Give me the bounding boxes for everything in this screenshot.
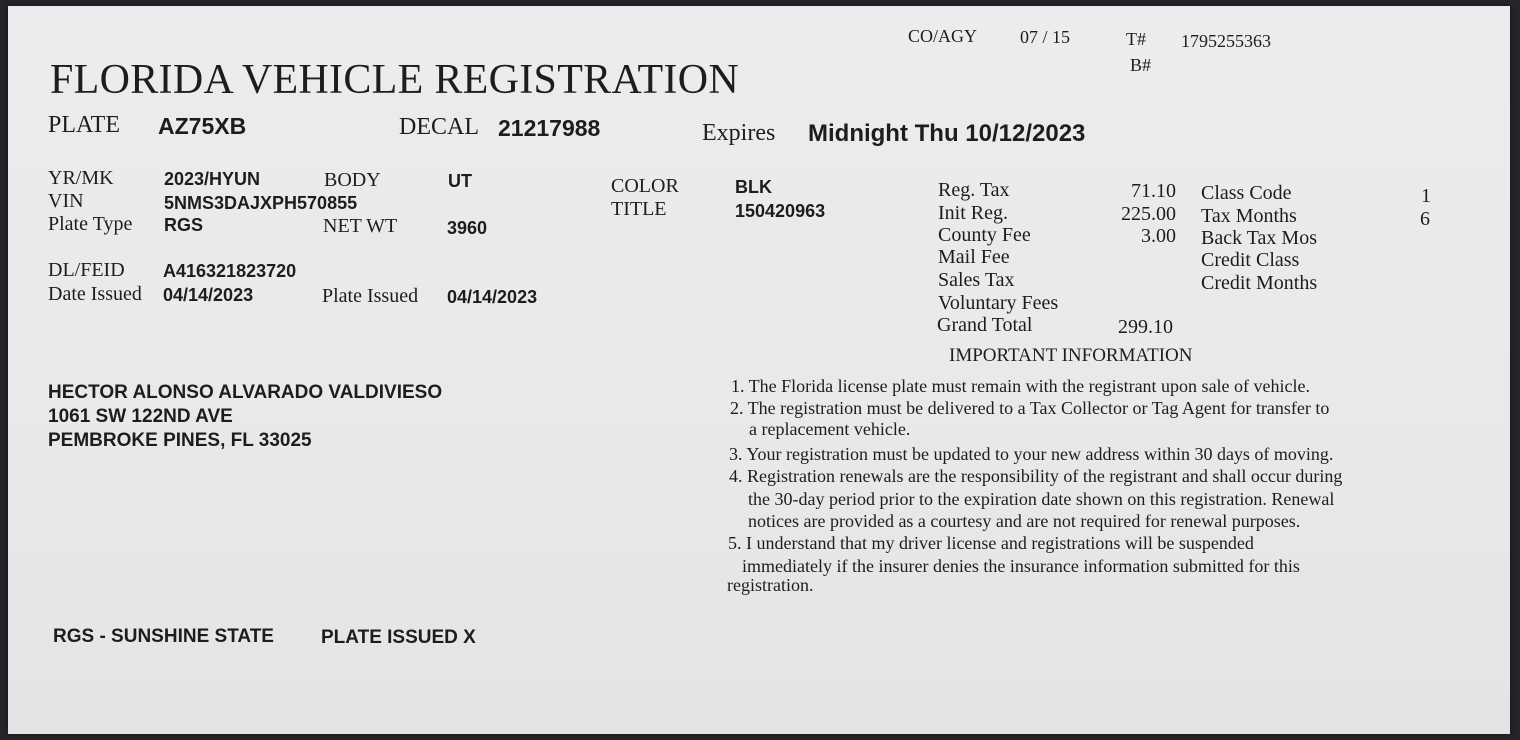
owner-street: 1061 SW 122ND AVE (48, 406, 233, 427)
plate-design: RGS - SUNSHINE STATE (53, 626, 274, 647)
title-label: TITLE (611, 198, 667, 220)
owner-name: HECTOR ALONSO ALVARADO VALDIVIESO (48, 382, 443, 403)
color-label: COLOR (611, 175, 679, 197)
important-heading: IMPORTANT INFORMATION (949, 345, 1193, 366)
vin-value: 5NMS3DAJXPH570855 (164, 193, 358, 213)
net-wt-label: NET WT (323, 215, 398, 237)
important-item-1: 1. The Florida license plate must remain with the registrant upon sale of vehicle. (731, 376, 1311, 396)
color-value: BLK (735, 177, 772, 197)
tax-months-label: Tax Months (1201, 205, 1297, 227)
grand-total-label: Grand Total (937, 314, 1033, 336)
body-value: UT (448, 171, 472, 191)
yrmk-label: YR/MK (48, 167, 114, 189)
dl-feid-label: DL/FEID (48, 259, 125, 281)
important-item-3: 3. Your registration must be updated to your new address within 30 days of moving. (729, 444, 1334, 464)
expires-value: Midnight Thu 10/12/2023 (808, 120, 1086, 147)
decal-value: 21217988 (498, 115, 601, 141)
important-item-4: 4. Registration renewals are the responsibility of the registrant and shall occur during (729, 466, 1343, 486)
important-item-5-cont-1: immediately if the insurer denies the insurance information submitted for this (742, 556, 1300, 576)
co-agy-value: 07 / 15 (1020, 27, 1071, 47)
date-issued-label: Date Issued (48, 283, 142, 305)
voluntary-fees-label: Voluntary Fees (938, 292, 1059, 314)
plate-value: AZ75XB (158, 113, 247, 139)
expires-label: Expires (702, 120, 776, 146)
plate-issued-value: 04/14/2023 (447, 287, 538, 307)
tax-months-value: 6 (1420, 208, 1430, 230)
important-item-5: 5. I understand that my driver license and registrations will be suspended (728, 533, 1254, 553)
init-reg-label: Init Reg. (938, 202, 1008, 224)
plate-issued-flag: PLATE ISSUED X (321, 627, 476, 648)
reg-tax-label: Reg. Tax (938, 179, 1010, 201)
sales-tax-label: Sales Tax (938, 269, 1015, 291)
owner-city: PEMBROKE PINES, FL 33025 (48, 430, 312, 451)
registration-document (8, 6, 1510, 734)
reg-tax-value: 71.10 (1131, 180, 1176, 202)
grand-total-value: 299.10 (1118, 316, 1173, 338)
important-item-4-cont-2: notices are provided as a courtesy and are not required for renewal purposes. (748, 511, 1301, 531)
class-code-value: 1 (1421, 185, 1431, 207)
credit-class-label: Credit Class (1201, 249, 1300, 271)
document-title: FLORIDA VEHICLE REGISTRATION (50, 57, 739, 103)
plate-issued-label: Plate Issued (322, 285, 419, 307)
plate-type-label: Plate Type (48, 213, 133, 235)
class-code-label: Class Code (1201, 182, 1292, 204)
important-item-2-cont: a replacement vehicle. (749, 419, 911, 439)
body-label: BODY (324, 169, 381, 191)
important-item-4-cont-1: the 30-day period prior to the expiration date shown on this registration. Renewal (748, 489, 1335, 509)
back-tax-months-label: Back Tax Mos (1201, 227, 1317, 249)
important-item-2: 2. The registration must be delivered to a Tax Collector or Tag Agent for transfer to (730, 398, 1330, 418)
title-value: 150420963 (735, 201, 826, 221)
plate-type-value: RGS (164, 215, 204, 235)
mail-fee-label: Mail Fee (938, 246, 1010, 268)
vin-label: VIN (48, 190, 84, 212)
plate-label: PLATE (48, 112, 120, 138)
net-wt-value: 3960 (447, 218, 488, 238)
decal-label: DECAL (399, 114, 479, 140)
yrmk-value: 2023/HYUN (164, 169, 261, 189)
county-fee-label: County Fee (938, 224, 1031, 246)
important-item-5-cont-2: registration. (727, 575, 814, 595)
b-number-label: B# (1130, 55, 1152, 75)
t-number-label: T# (1126, 29, 1146, 49)
dl-feid-value: A416321823720 (163, 261, 297, 281)
co-agy-label: CO/AGY (908, 26, 978, 46)
credit-months-label: Credit Months (1201, 272, 1318, 294)
date-issued-value: 04/14/2023 (163, 285, 254, 305)
t-number-value: 1795255363 (1181, 31, 1271, 51)
county-fee-value: 3.00 (1141, 225, 1176, 247)
init-reg-value: 225.00 (1121, 203, 1176, 225)
